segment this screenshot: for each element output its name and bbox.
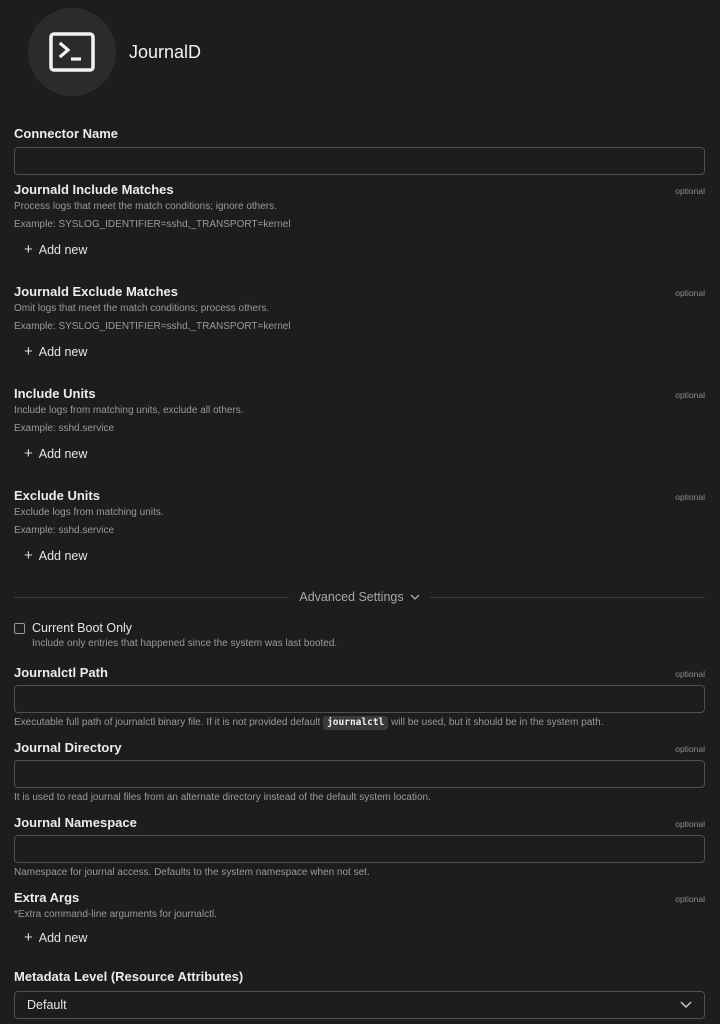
journal-namespace-label: Journal Namespace (14, 815, 137, 830)
divider-line (430, 597, 705, 598)
metadata-level-field (14, 969, 705, 1019)
exclude-matches-help: Omit logs that meet the match conditions; process others. (14, 303, 270, 314)
plus-icon: + (24, 547, 33, 564)
journal-directory-help: It is used to read journal files from an alternate directory instead of the default system location. (14, 792, 431, 803)
extra-args-section (14, 890, 705, 947)
exclude-units-label: Exclude Units (14, 488, 100, 503)
chevron-down-icon (410, 594, 420, 601)
metadata-level-select[interactable] (14, 991, 705, 1019)
exclude-units-example: Example: sshd.service (14, 525, 115, 536)
journalctl-path-field (14, 665, 705, 732)
form-header (14, 0, 705, 120)
add-new-label: Add new (38, 344, 88, 359)
journalctl-path-label: Journalctl Path (14, 665, 108, 680)
exclude-matches-add-button[interactable] (22, 344, 89, 359)
journalctl-path-input[interactable] (14, 685, 705, 713)
metadata-level-label: Metadata Level (Resource Attributes) (14, 969, 244, 984)
include-units-add-button[interactable] (22, 446, 89, 461)
exclude-matches-section (14, 284, 705, 361)
extra-args-label: Extra Args (14, 890, 80, 905)
extra-args-add-button[interactable] (22, 930, 89, 945)
connector-name-label: Connector Name (14, 126, 119, 141)
chevron-down-icon (680, 1001, 692, 1009)
connector-name-field (14, 126, 705, 175)
advanced-settings-label: Advanced Settings (299, 590, 404, 604)
help-text: Executable full path of journalctl binary file. If it is not provided default (14, 717, 321, 728)
help-text: will be used, but it should be in the system path. (391, 717, 604, 728)
add-new-label: Add new (38, 548, 88, 563)
journalctl-path-help (14, 714, 705, 732)
plus-icon: + (24, 929, 33, 946)
add-new-label: Add new (38, 242, 88, 257)
page-title: JournalD (129, 42, 202, 62)
add-new-label: Add new (38, 446, 88, 461)
app-logo (28, 8, 116, 96)
connector-name-input[interactable] (14, 147, 705, 175)
journal-namespace-help: Namespace for journal access. Defaults to the system namespace when not set. (14, 867, 370, 878)
journal-directory-input[interactable] (14, 760, 705, 788)
plus-icon: + (24, 445, 33, 462)
optional-tag: optional (675, 186, 705, 196)
journal-directory-label: Journal Directory (14, 740, 122, 755)
metadata-level-value: Default (27, 998, 67, 1012)
optional-tag: optional (675, 288, 705, 298)
optional-tag: optional (675, 390, 705, 400)
journal-namespace-field (14, 815, 705, 882)
include-matches-add-button[interactable] (22, 242, 89, 257)
include-units-help: Include logs from matching units, exclude all others. (14, 405, 244, 416)
exclude-units-add-button[interactable] (22, 548, 89, 563)
include-units-section (14, 386, 705, 463)
current-boot-label: Current Boot Only (32, 621, 133, 635)
include-units-example: Example: sshd.service (14, 423, 115, 434)
include-matches-example: Example: SYSLOG_IDENTIFIER=sshd,_TRANSPORT=kernel (14, 219, 291, 230)
optional-tag: optional (675, 744, 705, 754)
optional-tag: optional (675, 492, 705, 502)
current-boot-checkbox[interactable] (14, 623, 25, 634)
journal-directory-field (14, 740, 705, 807)
add-new-label: Add new (38, 930, 88, 945)
include-matches-section (14, 182, 705, 259)
plus-icon: + (24, 241, 33, 258)
divider-line (14, 597, 289, 598)
current-boot-help: Include only entries that happened since the system was last booted. (32, 638, 338, 649)
advanced-settings-divider (14, 590, 705, 604)
terminal-icon (49, 32, 95, 72)
plus-icon: + (24, 343, 33, 360)
include-units-label: Include Units (14, 386, 96, 401)
optional-tag: optional (675, 894, 705, 904)
code-chip: journalctl (323, 716, 388, 730)
exclude-units-help: Exclude logs from matching units. (14, 507, 164, 518)
exclude-units-section (14, 488, 705, 565)
journal-namespace-input[interactable] (14, 835, 705, 863)
advanced-settings-toggle[interactable] (289, 590, 429, 604)
current-boot-field (14, 621, 705, 653)
include-matches-help: Process logs that meet the match conditions; ignore others. (14, 201, 277, 212)
exclude-matches-label: Journald Exclude Matches (14, 284, 178, 299)
optional-tag: optional (675, 669, 705, 679)
include-matches-label: Journald Include Matches (14, 182, 174, 197)
optional-tag: optional (675, 819, 705, 829)
extra-args-help: *Extra command-line arguments for journalctl. (14, 909, 217, 920)
exclude-matches-example: Example: SYSLOG_IDENTIFIER=sshd,_TRANSPORT=kernel (14, 321, 291, 332)
